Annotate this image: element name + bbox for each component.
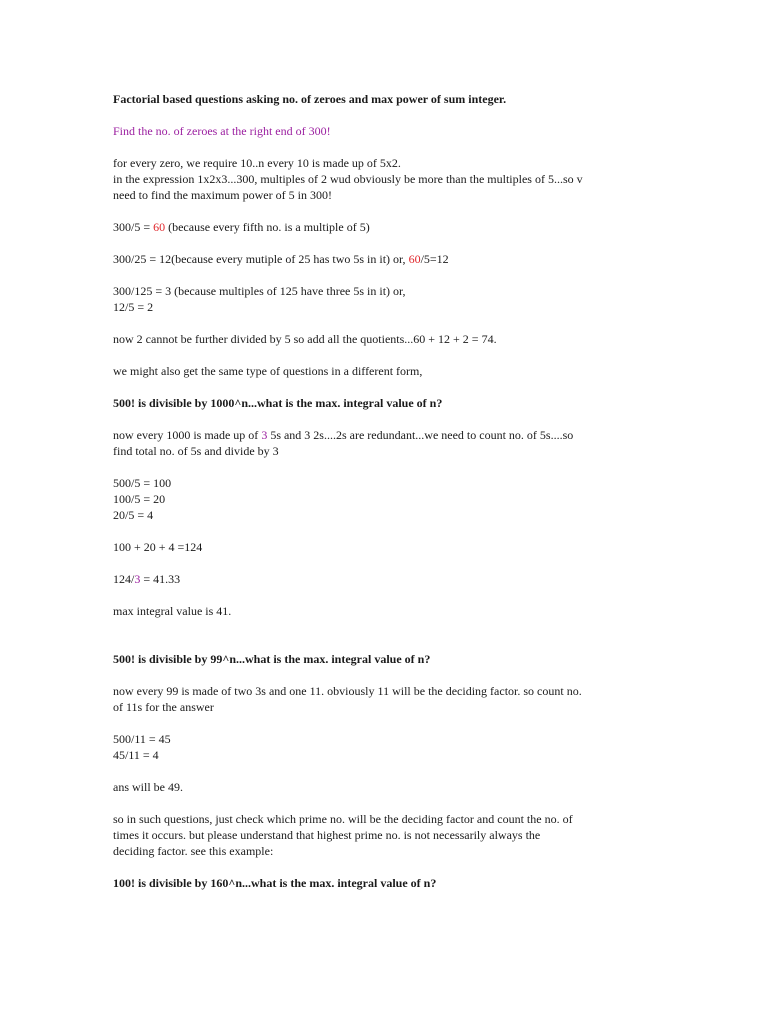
explanation-line: now every 99 is made of two 3s and one 11. obviously 11 will be the deciding factor. so count no.	[113, 684, 582, 698]
step-text: (because every fifth no. is a multiple of 5)	[165, 220, 370, 234]
intro-line: need to find the maximum power of 5 in 300!	[113, 188, 332, 202]
question-1000-power: 500! is divisible by 1000^n...what is the max. integral value of n?	[113, 396, 443, 410]
q3-answer: ans will be 49.	[113, 780, 183, 794]
step-text: /5=12	[420, 252, 449, 266]
highlight-60: 60	[408, 252, 421, 266]
question-99-power: 500! is divisible by 99^n...what is the max. integral value of n?	[113, 652, 431, 666]
note-line: deciding factor. see this example:	[113, 844, 274, 858]
text-run: = 41.33	[140, 572, 181, 586]
intro-paragraph	[113, 155, 673, 203]
note-line: so in such questions, just check which prime no. will be the deciding factor and count the no. of	[113, 812, 573, 826]
q3-calculations	[113, 731, 673, 763]
q3-explanation	[113, 683, 673, 715]
step-300-div-125	[113, 283, 673, 315]
step-text: 300/5 =	[113, 220, 154, 234]
highlight-60: 60	[153, 220, 166, 234]
q2-calculations	[113, 475, 673, 523]
text-run: now every 1000 is made up of	[113, 428, 262, 442]
explanation-line: find total no. of 5s and divide by 3	[113, 444, 279, 458]
step-300-div-5	[113, 219, 673, 235]
q2-explanation	[113, 427, 673, 459]
step-300-div-25	[113, 251, 673, 267]
question-160-power: 100! is divisible by 160^n...what is the max. integral value of n?	[113, 876, 437, 890]
calc-line: 500/11 = 45	[113, 732, 171, 746]
highlight-3: 3	[134, 572, 141, 586]
q2-sum: 100 + 20 + 4 =124	[113, 540, 203, 554]
q2-answer: max integral value is 41.	[113, 604, 232, 618]
step-line: 12/5 = 2	[113, 300, 154, 314]
explanation-line	[113, 427, 673, 443]
text-run: 124/	[113, 572, 135, 586]
intro-line: for every zero, we require 10..n every 10 is made up of 5x2.	[113, 156, 401, 170]
q2-division	[113, 571, 673, 587]
step-text: 300/25 = 12(because every mutiple of 25 has two 5s in it) or,	[113, 252, 409, 266]
calc-line: 100/5 = 20	[113, 492, 166, 506]
calc-line: 20/5 = 4	[113, 508, 154, 522]
document-title: Factorial based questions asking no. of zeroes and max power of sum integer.	[113, 92, 507, 106]
sum-quotients: now 2 cannot be further divided by 5 so add all the quotients...60 + 12 + 2 = 74.	[113, 332, 497, 346]
question-zeroes-300: Find the no. of zeroes at the right end of 300!	[113, 124, 331, 138]
transition-text: we might also get the same type of questions in a different form,	[113, 364, 423, 378]
note-line: times it occurs. but please understand that highest prime no. is not necessarily always the	[113, 828, 541, 842]
step-line: 300/125 = 3 (because multiples of 125 have three 5s in it) or,	[113, 284, 406, 298]
document-page	[113, 86, 673, 891]
note-paragraph	[113, 811, 673, 859]
calc-line: 45/11 = 4	[113, 748, 159, 762]
highlight-3: 3	[261, 428, 268, 442]
intro-line: in the expression 1x2x3...300, multiples of 2 wud obviously be more than the multiples of 5...so v	[113, 172, 583, 186]
calc-line: 500/5 = 100	[113, 476, 172, 490]
text-run: 5s and 3 2s....2s are redundant...we need to count no. of 5s....so	[267, 428, 574, 442]
explanation-line: of 11s for the answer	[113, 700, 214, 714]
